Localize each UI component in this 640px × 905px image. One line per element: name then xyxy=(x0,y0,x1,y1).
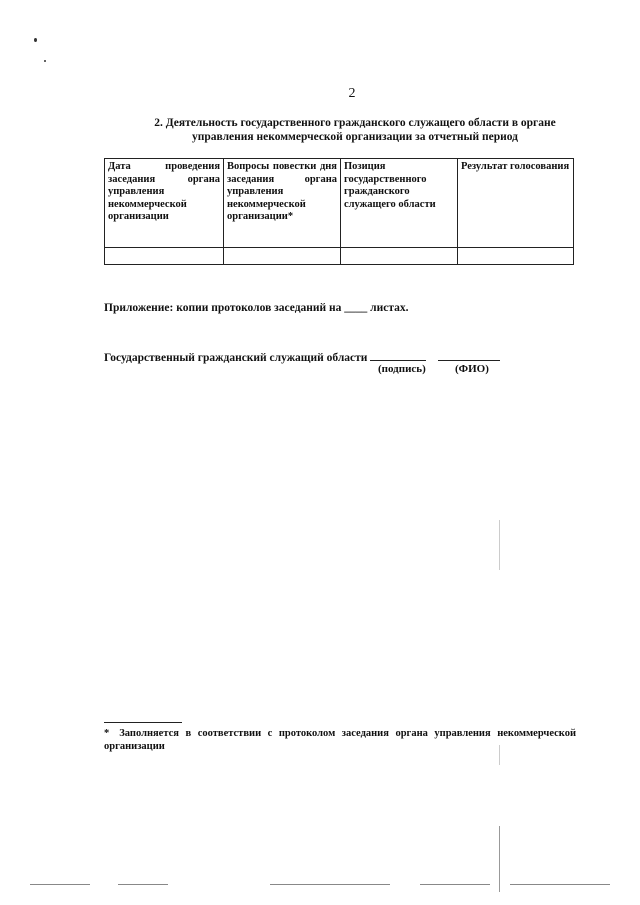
footnote-rule xyxy=(104,722,182,723)
table-cell xyxy=(105,248,224,265)
page-number: 2 xyxy=(348,86,356,101)
scan-artifact-dash xyxy=(118,884,168,885)
signature-label: Государственный гражданский служащий области xyxy=(104,352,368,364)
table-row xyxy=(105,248,574,265)
header-servant-position: Позиция государственного гражданского служащего области xyxy=(341,159,458,248)
signature-blank xyxy=(370,350,426,361)
footnote-text: Заполняется в соответствии с протоколом заседания органа управления некоммерческой организации xyxy=(104,728,576,752)
name-blank xyxy=(438,350,500,361)
scan-artifact-dash xyxy=(420,884,490,885)
scan-artifact-dash xyxy=(510,884,610,885)
scan-artifact-line xyxy=(499,826,500,892)
table-header-row xyxy=(105,159,574,248)
scan-artifact-line xyxy=(499,520,500,570)
header-meeting-date: Дата проведения заседания органа управления некоммерческой организации xyxy=(105,159,224,248)
table-cell xyxy=(341,248,458,265)
signature-line xyxy=(104,350,500,364)
scan-artifact-line xyxy=(499,745,500,765)
section-heading: 2. Деятельность государственного гражданского служащего области в органе управления некоммерческой организации за отчетный период xyxy=(154,117,556,143)
name-caption: (ФИО) xyxy=(455,363,489,375)
header-voting-result: Результат голосования xyxy=(458,159,574,248)
signature-caption: (подпись) xyxy=(378,363,426,375)
table-cell xyxy=(224,248,341,265)
scan-speck xyxy=(34,38,37,42)
header-agenda-items: Вопросы повестки дня заседания органа управления некоммерческой организации* xyxy=(224,159,341,248)
scan-artifact-dash xyxy=(270,884,390,885)
footnote-mark: * xyxy=(104,728,110,739)
scan-artifact-dash xyxy=(30,884,90,885)
scan-speck xyxy=(44,60,46,62)
table-cell xyxy=(458,248,574,265)
footnote xyxy=(104,727,576,753)
activity-table xyxy=(104,158,574,265)
appendix-note: Приложение: копии протоколов заседаний на ____ листах. xyxy=(104,302,409,314)
